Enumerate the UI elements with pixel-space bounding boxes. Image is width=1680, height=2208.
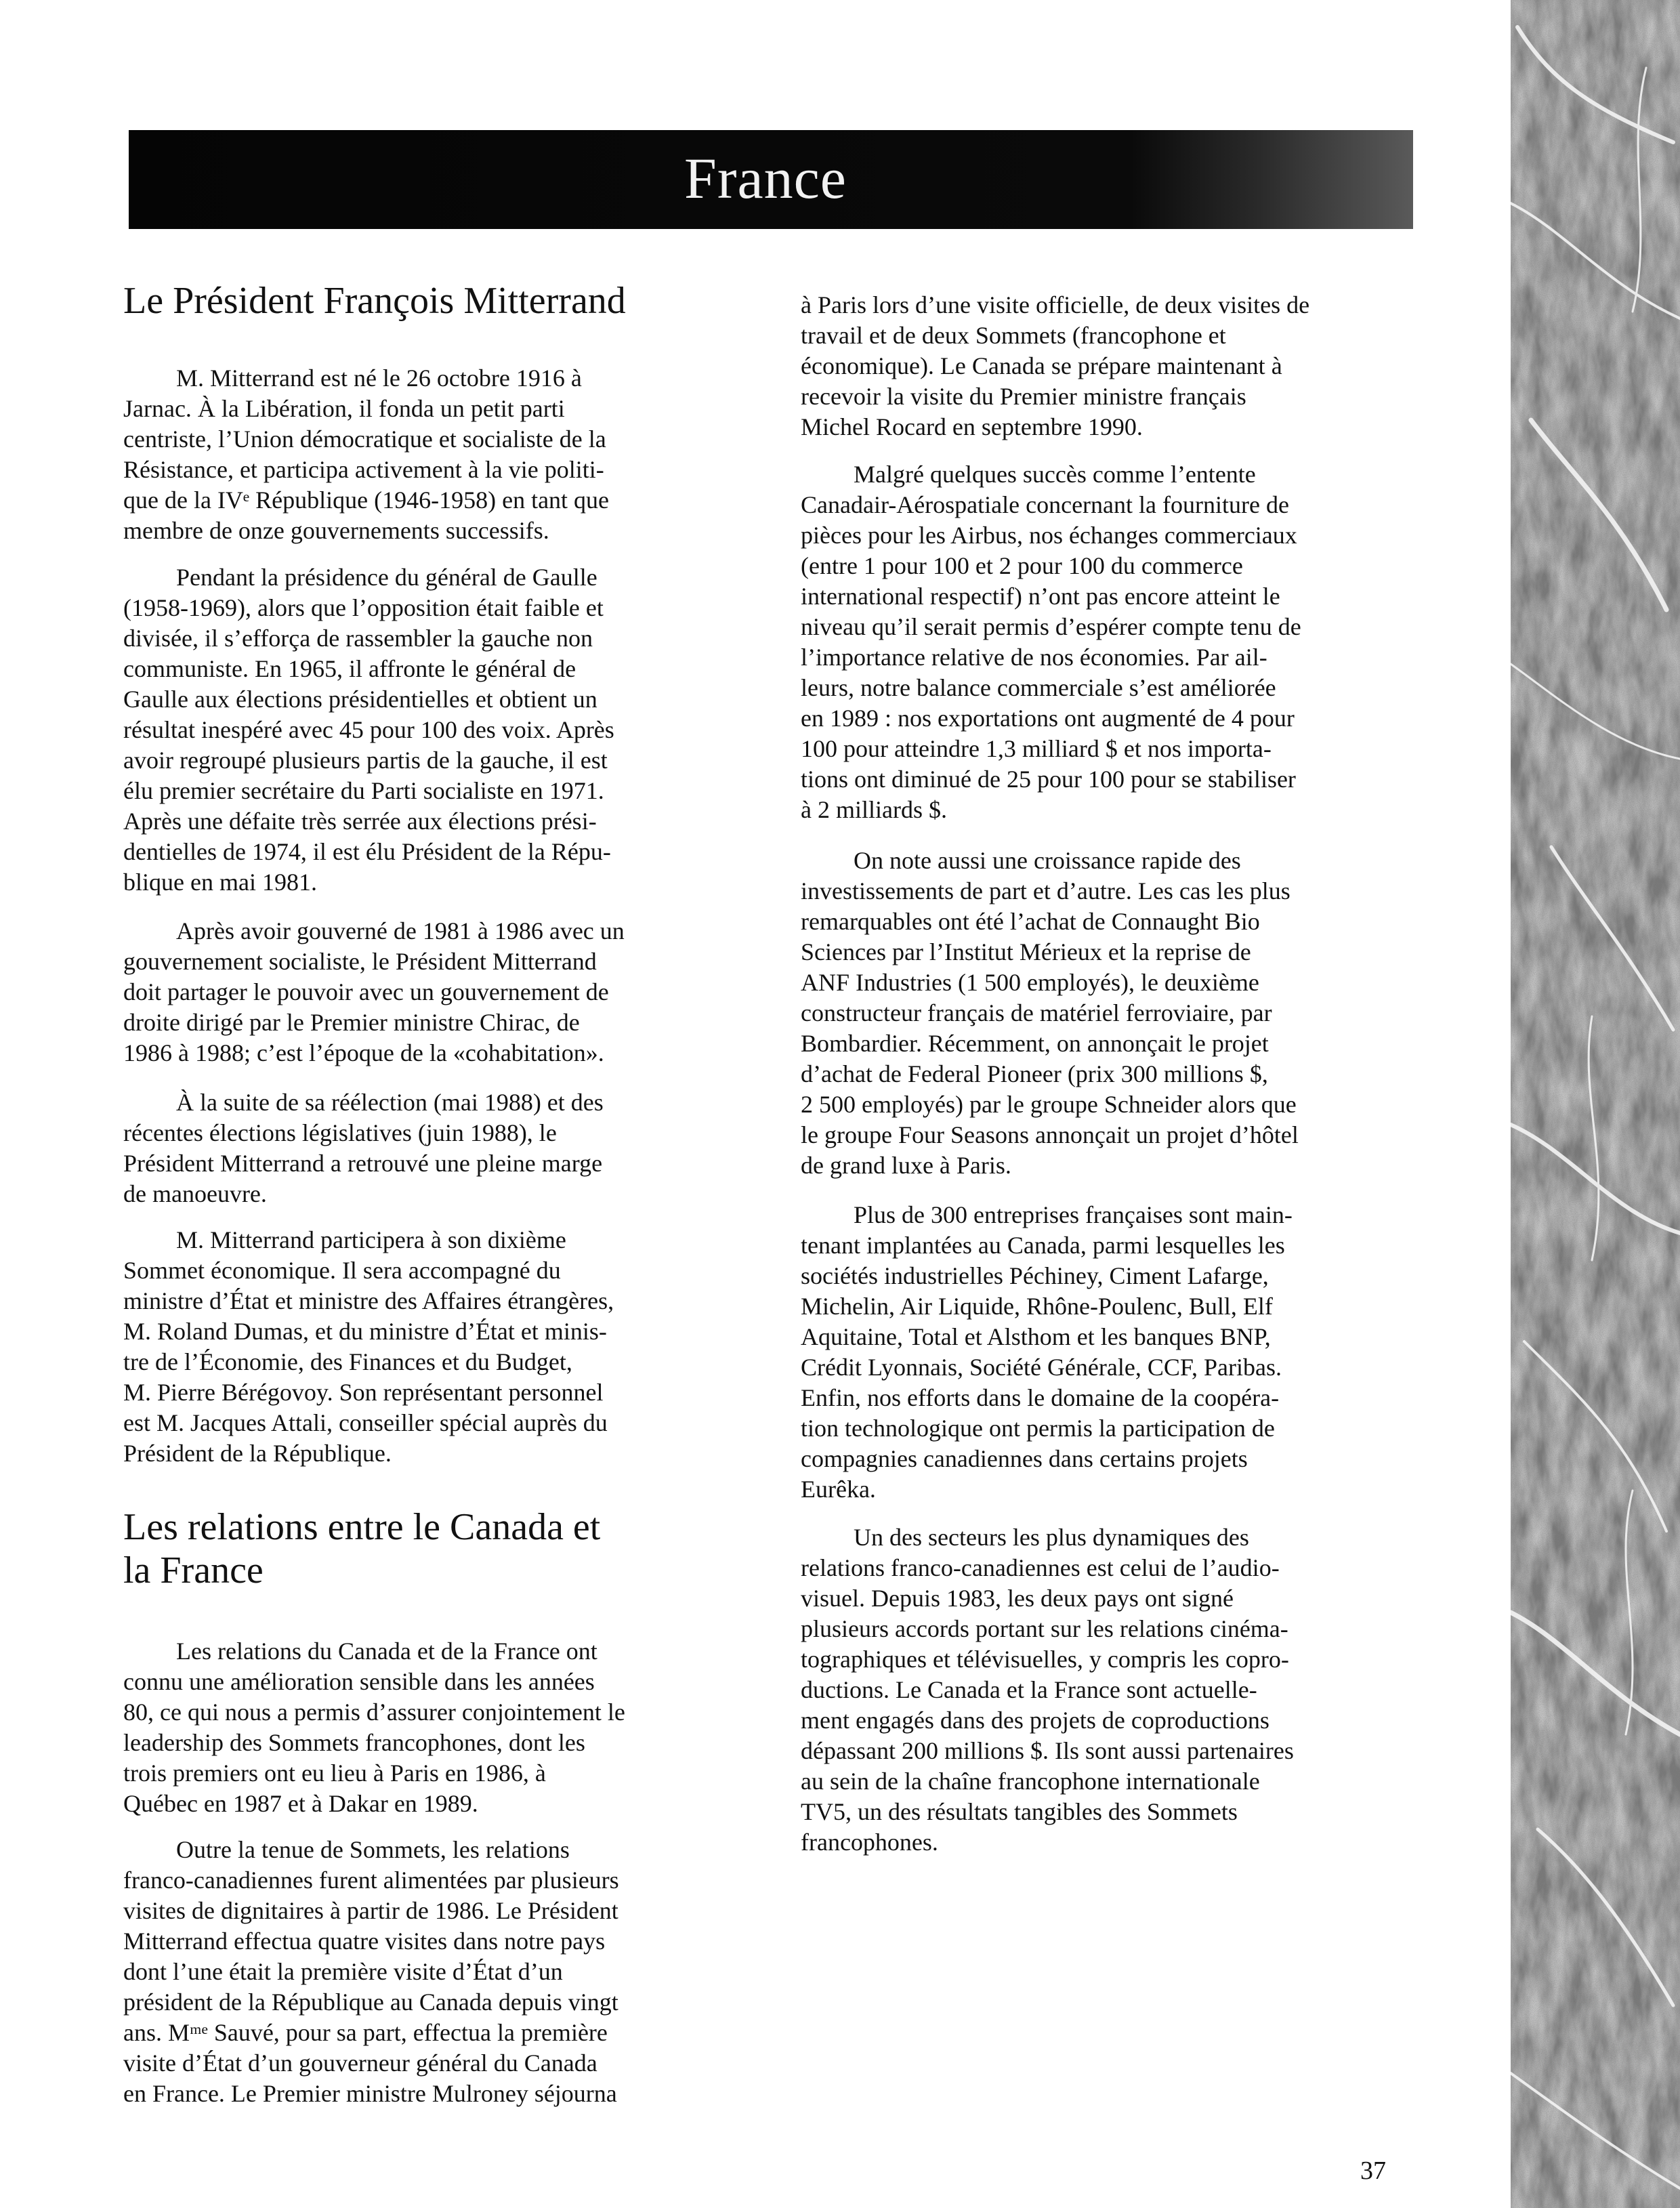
paragraph: Outre la tenue de Sommets, les relations franco-canadiennes furent alimentées par plusieurs visites de dignitaires à partir de 1986. Le Président Mitterrand effectua quatre visites dans notre pays dont l’une était la première visite d’État d’un président de la République au Canada depuis vingt ans. Mᵐᵉ Sauvé, pour sa part, effectua la première visite d’État d’un gouverneur général du Canada en France. Le Premier ministre Mulroney séjourna xyxy=(123,1836,619,2107)
paragraph: On note aussi une croissance rapide des investissements de part et d’autre. Les cas les plus remarquables ont été l’achat de Connaught Bio Sciences par l’Institut Mérieux et la reprise de ANF Industries (1 500 employés), le deuxième constructeur français de matériel ferroviaire, par Bombardier. Récemment, on annonçait le projet d’achat de Federal Pioneer (prix 300 millions $, 2 500 employés) par le groupe Schneider alors que le groupe Four Seasons annonçait un projet d’hôtel de grand luxe à Paris. xyxy=(801,847,1299,1179)
paragraph: à Paris lors d’une visite officielle, de deux visites de travail et de deux Sommets (francophone et économique). Le Canada se prépare maintenant à recevoir la visite du Premier ministre français Michel Rocard en septembre 1990. xyxy=(801,291,1310,440)
paragraph: Les relations du Canada et de la France ont connu une amélioration sensible dans les années 80, ce qui nous a permis d’assurer conjointement le leadership des Sommets francophones, dont les trois premiers ont eu lieu à Paris en 1986, à Québec en 1987 et à Dakar en 1989. xyxy=(123,1638,625,1817)
marble-border-image xyxy=(1511,0,1680,2208)
page-title: France xyxy=(684,146,847,211)
section-title-president: Le Président François Mitterrand xyxy=(123,280,626,322)
paragraph: Après avoir gouverné de 1981 à 1986 avec un gouvernement socialiste, le Président Mitterrand doit partager le pouvoir avec un gouvernement de droite dirigé par le Premier ministre Chirac, de 1986 à 1988; c’est l’époque de la «cohabitation». xyxy=(123,917,625,1066)
page-number: 37 xyxy=(1360,2157,1386,2185)
paragraph: À la suite de sa réélection (mai 1988) et des récentes élections législatives (juin 1988), le Président Mitterrand a retrouvé une pleine marge de manoeuvre. xyxy=(123,1089,604,1207)
paragraph: M. Mitterrand participera à son dixième Sommet économique. Il sera accompagné du ministre d’État et ministre des Affaires étrangères, M. Roland Dumas, et du ministre d’État et minis- tre de l’Économie, des Finances et du Budget, M. Pierre Bérégovoy. Son représentant personnel est M. Jacques Attali, conseiller spécial auprès du Président de la République. xyxy=(123,1226,614,1467)
paragraph: Un des secteurs les plus dynamiques des relations franco-canadiennes est celui de l’audio- visuel. Depuis 1983, les deux pays ont signé plusieurs accords portant sur les relations cinéma- tographiques et télévisuelles, y compris les copro- ductions. Le Canada et la France sont actuelle- ment engagés dans des projets de coproductions dépassant 200 millions $. Ils sont aussi partenaires au sein de la chaîne francophone internationale TV5, un des résultats tangibles des Sommets francophones. xyxy=(801,1524,1294,1856)
paragraph: M. Mitterrand est né le 26 octobre 1916 à Jarnac. À la Libération, il fonda un petit parti centriste, l’Union démocratique et socialiste de la Résistance, et participa activement à la vie politi- que de la IVᵉ République (1946-1958) en tant que membre de onze gouvernements successifs. xyxy=(123,364,610,544)
paragraph: Malgré quelques succès comme l’entente Canadair-Aérospatiale concernant la fourniture de pièces pour les Airbus, nos échanges commerciaux (entre 1 pour 100 et 2 pour 100 du commerce international respectif) n’ont pas encore atteint le niveau qu’il serait permis d’espérer compte tenu de l’importance relative de nos économies. Par ail- leurs, notre balance commerciale s’est améliorée en 1989 : nos exportations ont augmenté de 4 pour 100 pour atteindre 1,3 milliard $ et nos importa- tions ont diminué de 25 pour 100 pour se stabiliser à 2 milliards $. xyxy=(801,461,1301,823)
paragraph: Pendant la présidence du général de Gaulle (1958-1969), alors que l’opposition était faible et divisée, il s’efforça de rassembler la gauche non communiste. En 1965, il affronte le général de Gaulle aux élections présidentielles et obtient un résultat inespéré avec 45 pour 100 des voix. Après avoir regroupé plusieurs partis de la gauche, il est élu premier secrétaire du Parti socialiste en 1971. Après une défaite très serrée aux élections prési- dentielles de 1974, il est élu Président de la Répu- blique en mai 1981. xyxy=(123,564,614,896)
paragraph: Plus de 300 entreprises françaises sont main- tenant implantées au Canada, parmi lesquelles les sociétés industrielles Péchiney, Ciment Lafarge, Michelin, Air Liquide, Rhône-Poulenc, Bull, Elf Aquitaine, Total et Alsthom et les banques BNP, Crédit Lyonnais, Société Générale, CCF, Paribas. Enfin, nos efforts dans le domaine de la coopéra- tion technologique ont permis la participation de compagnies canadiennes dans certains projets Eurêka. xyxy=(801,1201,1293,1503)
section-title-relations: Les relations entre le Canada et la France xyxy=(123,1506,601,1591)
